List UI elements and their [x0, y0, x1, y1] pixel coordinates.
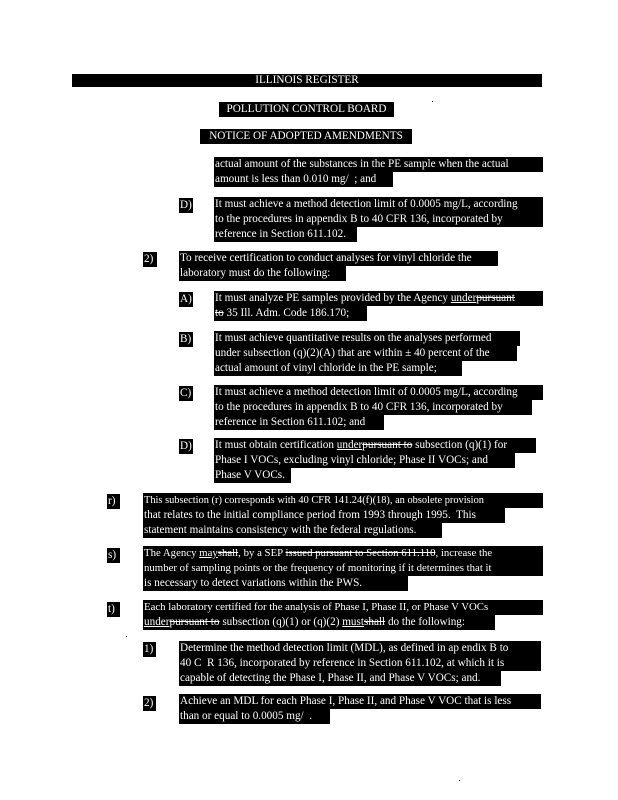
deleted-pursuant-to: pursuant to	[169, 616, 220, 628]
item-c-line-3: reference in Section 611.102; and	[214, 415, 384, 430]
item-d2-text-rest: subsection (q)(1) for	[412, 439, 508, 451]
item-a-line-2	[214, 306, 367, 321]
item-s-text: The Agency	[144, 547, 200, 559]
item-b-marker: B)	[180, 333, 192, 345]
item-t-line-1: Each laboratory certified for the analysis of Phase I, Phase II, or Phase V VOCs	[143, 600, 543, 615]
item-t-line-2	[143, 615, 495, 630]
item-c-marker: C)	[180, 387, 192, 399]
item-2-line-1: To receive certification to conduct analyses for vinyl chloride the	[179, 251, 498, 266]
item-a-line-1	[214, 291, 543, 306]
deleted-shall: shall	[217, 547, 239, 559]
item-b-line-2: under subsection (q)(2)(A) that are within ± 40 percent of the	[214, 346, 517, 361]
item-t1-line-1: Determine the method detection limit (MDL), as defined in ap endix B to	[179, 641, 541, 656]
item-c-line-1: It must achieve a method detection limit of 0.0005 mg/L, according	[214, 385, 543, 400]
item-2-marker: 2)	[143, 252, 157, 267]
deleted-issued-clause: issued pursuant to Section 611.110	[285, 547, 436, 559]
inserted-under: under	[144, 616, 170, 628]
item-t2-line-2: than or equal to 0.0005 mg/ .	[179, 709, 330, 724]
item-a-text: It must analyze PE samples provided by the Agency	[215, 292, 451, 304]
scan-speck	[432, 101, 433, 102]
item-t2-line-1: Achieve an MDL for each Phase I, Phase II, and Phase V VOC that is less	[179, 694, 541, 709]
inserted-under: under	[450, 292, 477, 304]
item-s-line-2: number of sampling points or the frequency of monitoring if it determines that it	[143, 561, 543, 576]
deleted-pursuant-to: pursuant to	[362, 439, 413, 451]
item-s-line-3: is necessary to detect variations within the PWS.	[143, 576, 408, 591]
register-title: ILLINOIS REGISTER	[72, 74, 542, 87]
item-t-text-rest: do the following:	[385, 616, 465, 628]
item-b-line-1: It must achieve quantitative results on the analyses performed	[214, 331, 520, 346]
item-t-text-mid: subsection (q)(1) or (q)(2)	[219, 616, 343, 628]
scan-speck	[459, 780, 460, 781]
item-s-text-rest: , increase the	[435, 547, 493, 559]
deleted-shall: shall	[364, 616, 386, 628]
inserted-must: must	[342, 616, 364, 628]
item-s-text-mid: , by a SEP	[238, 547, 286, 559]
item-t-marker: t)	[107, 602, 120, 617]
item-s-marker: s)	[107, 548, 120, 563]
notice-title: NOTICE OF ADOPTED AMENDMENTS	[200, 129, 412, 144]
item-t2-marker: 2)	[143, 696, 156, 711]
item-d2-line-3: Phase V VOCs.	[214, 468, 291, 483]
item-d1-line-3: reference in Section 611.102.	[214, 227, 357, 242]
inserted-may: may	[199, 547, 218, 559]
item-r-line-2: that relates to the initial compliance period from 1993 through 1995. This	[143, 508, 505, 523]
item-r-marker: r)	[107, 494, 120, 509]
item-d2-marker: D)	[180, 440, 192, 452]
item-t1-marker: 1)	[143, 642, 156, 657]
item-a-marker: A)	[180, 293, 192, 305]
item-d2-text: It must obtain certification	[215, 439, 337, 451]
item-d1-line-1: It must achieve a method detection limit of 0.0005 mg/L, according	[214, 197, 543, 212]
item-d1-marker: D)	[180, 199, 192, 211]
item-d2-line-2: Phase I VOCs, excluding vinyl chloride; Phase II VOCs; and	[214, 453, 515, 468]
item-d2-line-1	[214, 438, 536, 453]
item-b-line-3: actual amount of vinyl chloride in the PE sample;	[214, 361, 462, 376]
cont-line-1: actual amount of the substances in the PE sample when the actual	[214, 157, 543, 172]
item-t1-line-3: capable of detecting the Phase I, Phase II, and Phase V VOCs; and.	[179, 671, 501, 686]
cont-line-2: amount is less than 0.010 mg/ ; and	[214, 172, 393, 187]
deleted-pursuant: pursuant	[476, 292, 515, 304]
item-t1-line-2: 40 C R 136, incorporated by reference in Section 611.102, at which it is	[179, 656, 541, 671]
item-r-line-1: This subsection (r) corresponds with 40 CFR 141.24(f)(18), an obsolete provision	[143, 493, 543, 508]
item-r-line-3: statement maintains consistency with the federal regulations.	[143, 523, 442, 538]
board-title: POLLUTION CONTROL BOARD	[219, 102, 394, 117]
inserted-under: under	[336, 439, 363, 451]
scan-speck	[126, 636, 127, 637]
item-a-text-2: 35 Ill. Adm. Code 186.170;	[223, 307, 350, 319]
item-d1-line-2: to the procedures in appendix B to 40 CFR 136, incorporated by	[214, 212, 543, 227]
item-c-line-2: to the procedures in appendix B to 40 CFR 136, incorporated by	[214, 400, 532, 415]
item-s-line-1	[143, 546, 543, 561]
deleted-to: to	[215, 307, 224, 319]
item-2-line-2: laboratory must do the following:	[179, 266, 346, 281]
